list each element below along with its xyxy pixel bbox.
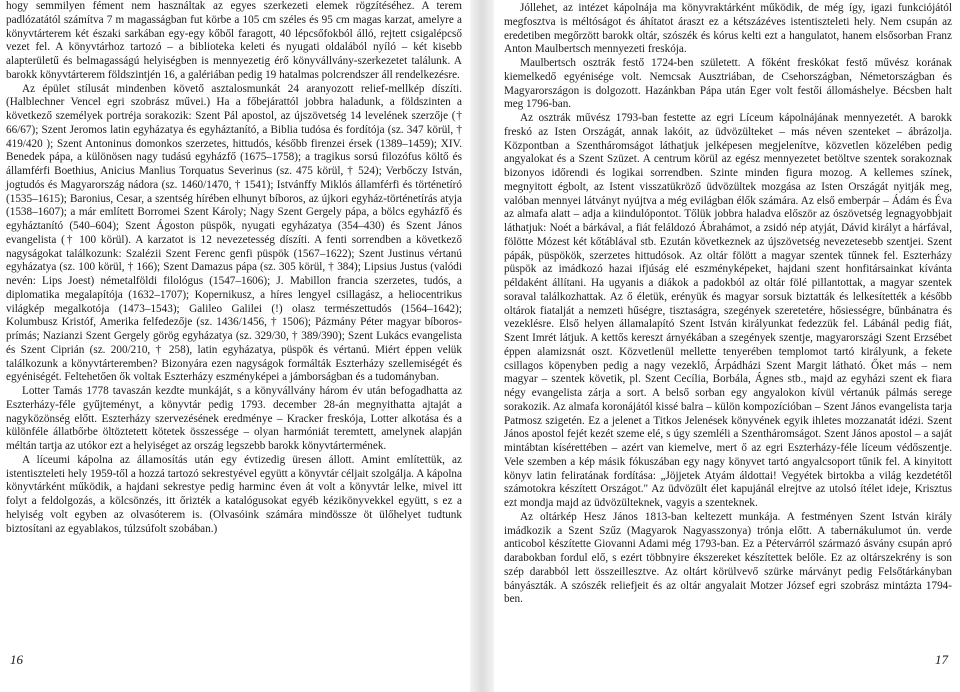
left-page <box>0 0 470 692</box>
paragraph: Maulbertsch osztrák festő 1724-ben született. A főként freskókat festő művész korának kiemelkedő egyénisége volt. Nemcsak Ausztriában, de Csehországban, Németországban és Magyarországon is dolgozott. Hazánkban Pápa után Eger volt festői állomáshelye. Bécsben halt meg 1796-ban. <box>504 57 952 111</box>
paragraph: Az oltárkép Hesz János 1813-ban keltezett munkája. A festményen Szent István király imádkozik a Szent Szűz (Magyarok Nagyasszonya) trónja előtt. A tabernákulumot ún. verde anticobol készítette Giovanni Adami még 1793-ban. Ez a Pétervárról származó ásvány csupán apró darabokban fordul elő, s ezért többnyire ékszereket készítettek belőle. Ez az oltárszekrény is son szép darabból lett összeillesztve. Az oltárt körülvevő szürke márványt pedig Felsőtárkányban bányászták. A szószék reliefjeit és az oltár angyalait Motzer József egri szobrász mintázta 1794-ben. <box>504 510 952 606</box>
page-number-left: 16 <box>10 652 23 667</box>
paragraph: Az osztrák művész 1793-ban festette az egri Líceum kápolnájának mennyezetét. A barokk freskó az Isten Országát, annak lakóit, az üdvözülteket – más néven szenteket – ábrázolja. Központban a Szentháromságot láthatjuk jelképesen megjelenítve, közvetlen közelében pedig angyalokat és a Szent Szüzet. A centrum körül az egész mennyezetet betöltve szentek sorakoznak bizonyos időrendi és logikai sorrendben. Szinte minden figura mozog. A kellemes színek, megnyitott égbolt, az Istent visszatükröző üdvözültek mozgása az Isten Országát nyitják meg, valóban mennyei látványt nyújtva a még evilágban élők számára. Az első emberpár – Ádám és Éva az almafa alatt – adja a kiindulópontot. Tőlük jobbra haladva először az ószövetség legnagyobbjait láthatjuk: Noét a bárkával, a fiát feláldozó Ábrahámot, a zsidó nép atyját, Dávid királyt a hárfával, fölötte Mózest két kőtáblával stb. Ezután következnek az újszövetség nevezetesebb szentjei. Szent pápák, püspökök, szerzetes hittudósok. Az oltár fölött a magyar szentek tűnnek fel. Eszterházy püspök az imádkozó hazai ifjúság elé eszményképeket, hajdani szent honfitársainkat kívánta példaként állítani. Ha ugyanis a diákok a padokból az oltár fölé pillantottak, a magyar szentek soraval találkozhattak. Az ő életük, erényük és magyar sorsuk biztatták és lelkesítették a később oltárok fiatalját a nemzeti hűségre, tisztaságra, szegények szeretetére, hősiességre, bűnbánatra és vezeklésre. Első helyen államalapító Szent István királyunkat fedezzük fel. Lábánál pedig fiát, Szent Imrét látjuk. A kettős kereszt árnyékában a szegények szentje, magyarországi Szent Erzsébet éppen alamizsnát oszt. Közvetlenül mellette tenyerében templomot tartó királyunk, a fekete csillagos köpenyben pedig a nagy vezeklő, Árpádházi Szent Margit látható. Őket más – nem magyar – szentek követik, pl. Szent Cecília, Borbála, Ágnes stb., majd az egyházi szent ek fiara négy evangelista zárja a sort. A belső sorban egy angyalokon kívül vértanúk pálmás serege sorakozik. Az almafa koronájától kissé balra – külön kompozícióban – Szent János evangelista tarja Patmosz szigetén. Ez a jelenet a Titkos Jelenések könyvének egyik ihletes mozzanatát idézi. Szent János apostol fejét kezét szeme elé, s úgy szemléli a Szentháromságot. Szent János apostol – a saját mintábtan kísérettében – azért van kiemelve, mert ő az egri Eszterházy-féle líceum védőszentje. Vele szemben a kép másik fókuszában egy nagy könyvet tartó angyalcsoport tűnik fel. A kinyitott könyv latin feliratának fordítása: „Jöjjetek Atyám áldottai! Vegyétek birtokba a világ kezdetétől számotokra készített Országot." Az üdvözült élet kapujánál elrejtve az utolsó ítélet ideje, Krisztus ezt mondja majd az üdvözülteknek, vagyis a szenteknek. <box>504 112 952 509</box>
right-page-text <box>504 0 952 607</box>
paragraph: Az épület stílusát mindenben követő asztalosmunkát 24 aranyozott relief-mellkép díszíti. (Halblechner Vencel egri szobrász művei.) Ha a főbejárattól jobbra haladunk, a földszinten a következő személyek portréja sorakozik: Szent Pál apostol, az újszövetség 14 levelének szerzője († 66/67); Szent Jeromos latin egyházatya és egyháztanító, a Biblia tudósa és fordítója (sz. 347 körül, † 419/420 ); Szent Antoninus domonkos szerzetes, hittudós, később firenzei érsek (1389–1459); XIV. Benedek pápa, a különösen nagy tudású egyházfő (1675–1758); a tragikus sorsú filozófus költő és államférfi Boethius, Anicius Manlius Torquatus Severinus (sz. 475 körül, † 524); Verbőczy István, jogtudós és Magyarország nádora (sz. 1460/1470, † 1541); Istvánffy Miklós államférfi és történetíró (1535–1615); Baronius, Cesar, a szentség hírében elhunyt bíboros, az újkori egyház-történetírás atyja (1538–1607); a már említett Borromei Szent Károly; Nagy Szent Gergely pápa, a bölcs egyházfő és egyháztanító (540–604); Szent Ágoston püspök, nyugati egyházatya (354–430) és Szent János evangelista († 100 körül). A karzatot is 12 nevezetesség díszíti. A fenti sorrendben a következő nagyságokat találkozunk: Szaléziі Szent Ferenc genfi püspök (1567–1622); Szent Justinus vértanú egyházatya (sz. 100 körül, † 166); Szent Damazus pápa (sz. 305 körül, † 384); Lipsius Justus (valódi nevén: Lips Joest) németalföldi filológus (1547–1606); J. Mabillon francia szerzetes, tudós, a diplomatika megalapítója (1632–1707); Kopernikusz, a híres lengyel csillagász, a heliocentrikus világkép megalkotója (1473–1543); Galileo Galilei (!) olasz természettudós (1564–1642); Kolumbusz Kristóf, Amerika felfedezője (sz. 1436/1456, † 1506); Pázmány Péter magyar bíboros-prímás; Nazianzi Szent Gergely görög egyházatya (sz. 329/30, † 389/390); Szent Lukács evangelista és Szent Ciprián (sz. 200/210, † 258), latin egyházatya, püspök és vértanú. Miért éppen velük találkozunk a könyvtárteremben? Bizonyára ezen nagyságok formálták Eszterházy szellemiségét és egyéniségét. Feltehetően ők voltak Eszterházy eszményképei a jámborságban és a tudományban. <box>6 82 462 384</box>
left-page-text <box>6 0 462 536</box>
paragraph: A líceumi kápolna az államosítás után egy évtizedig üresen állott. Amint említettük, az istentiszteleti hely 1959-től a hozzá tartozó sekrestyével együtt a könyvtár céljait szolgálja. A kápolna könyvtárként működik, a hajdani sekrestye pedig harminc éven át volt a könyvtár lelke, mivel itt folyt a feldolgozás, a kölcsönzés, itt őrizték a katalógusokat egyéb kézikönyvekkel együtt, s ez a helyiség volt egyben az olvasóterem is. (Olvasóink számára mindössze öt ülőhelyet tudtunk biztosítani az egyablakos, túlzsúfolt szobában.) <box>6 453 462 535</box>
paragraph: hogy semmilyen fément nem használtak az egyes szerkezeti elemek rögzítéséhez. A terem padlózatától számítva 7 m magasságban fut körbe a 105 cm széles és 95 cm magas karzat, amelyre a könyvtárterem két északi sarkában egy-egy kőből faragott, 40 lépcsőfokból álló, rejtett csigalépcső vezet fel. A könyvtárhoz tartozó – a biblioteka keleti és nyugati oldalából nyíló – két kisebb alapterületű és belmagasságú helyiségben is mennyezetig érő könyvállvány-szerkezetet találunk. A barokk könyvtárterem földszintjén 16, a galériában pedig 19 hatalmas polcrendszer áll rendelkezésre. <box>6 0 462 81</box>
paragraph: Lotter Tamás 1778 tavaszán kezdte munkáját, s a könyvállvány három év után befogadhatta az Eszterházy-féle gyűjteményt, a könyvtár pedig 1793. december 28-án megnyithatta ajtaját a nagyközönség előtt. Eszterházy szervezésének eredménye – Kracker freskója, Lotter alkotása és a különféle állatbőrbe öltöztetett kötetek összessége – olyan harmóniát teremtett, amelynek alapján méltán tartja az utókor ezt a helyiséget az ország legszebb barokk könyvtártermének. <box>6 385 462 452</box>
right-page <box>494 0 960 692</box>
page-number-right: 17 <box>935 652 948 667</box>
book-gutter <box>470 0 494 692</box>
paragraph: Jóllehet, az intézet kápolnája ma könyvraktárként működik, de még így, igazi funkciójától megfosztva is méltóságot és áhítatot áraszt ez a kétszázéves istentiszteleti hely. Nem csupán az eredetiben megőrzött barokk oltár, szószék és kórus kelti ezt a hangulatot, hanem elsősorban Franz Anton Maulbertsch mennyezeti freskója. <box>504 2 952 56</box>
